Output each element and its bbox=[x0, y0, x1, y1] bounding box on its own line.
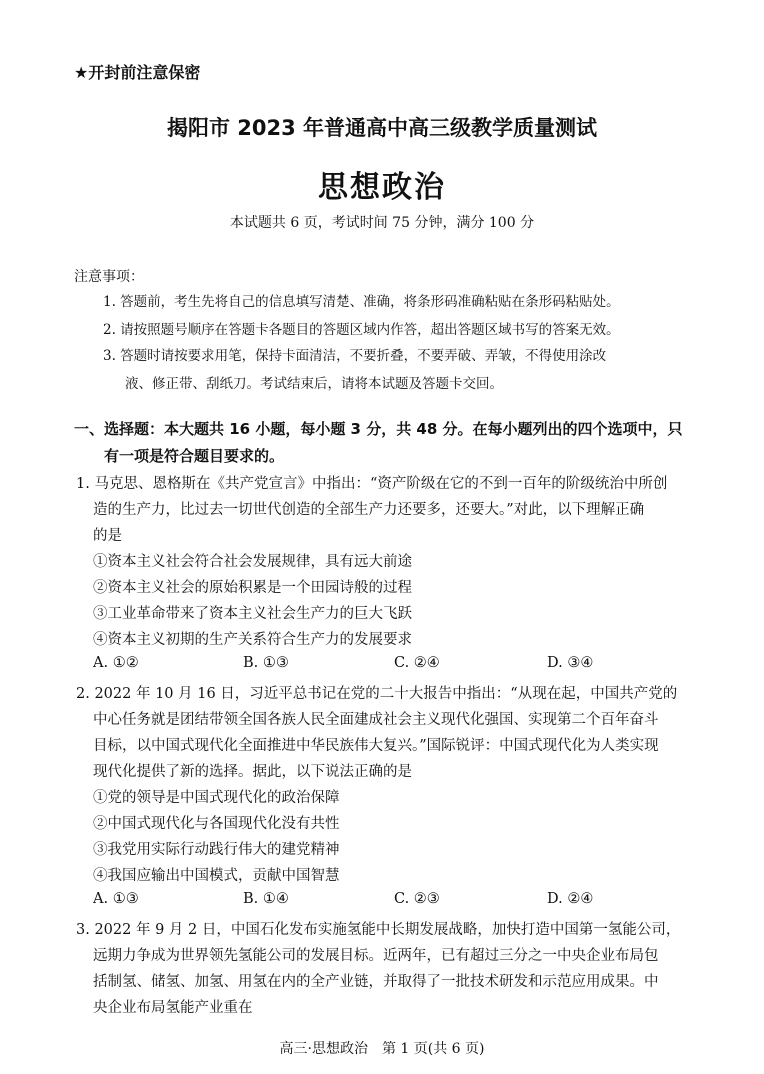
notice-heading: 注意事项： bbox=[74, 269, 144, 285]
question-3-text: 央企业布局氢能产业重在 bbox=[93, 1000, 253, 1016]
notice-item bbox=[103, 342, 697, 398]
question-2-text: 现代化提供了新的选择。据此，以下说法正确的是 bbox=[93, 764, 412, 780]
exam-title: 揭阳市 2023 年普通高中高三级教学质量测试 bbox=[166, 116, 598, 140]
page-footer: 高三·思想政治 第 1 页(共 6 页) bbox=[279, 1041, 485, 1057]
notice-item-text: 2. 请按照题号顺序在答题卡各题目的答题区域内作答，超出答题区域书写的答案无效。 bbox=[103, 322, 620, 338]
option-a: A. ①③ bbox=[93, 891, 139, 907]
question-2-text: 中心任务就是团结带领全国各族人民全面建成社会主义现代化强国、实现第二个百年奋斗 bbox=[93, 712, 659, 728]
section-heading bbox=[74, 416, 694, 470]
option-a: A. ①② bbox=[93, 655, 139, 671]
subject-title: 思想政治 bbox=[318, 170, 446, 205]
question-1-text: 的是 bbox=[93, 528, 122, 544]
question-1-statement: ③工业革命带来了资本主义社会生产力的巨大飞跃 bbox=[93, 606, 412, 622]
question-1-statement: ①资本主义社会符合社会发展规律，具有远大前途 bbox=[93, 554, 412, 570]
notice-item-text-cont: 液、修正带、刮纸刀。考试结束后，请将本试题及答题卡交回。 bbox=[125, 376, 503, 392]
question-1-statement: ④资本主义初期的生产关系符合生产力的发展要求 bbox=[93, 632, 412, 648]
notice-item bbox=[103, 288, 697, 316]
option-d: D. ②④ bbox=[547, 891, 594, 907]
option-c: C. ②③ bbox=[394, 891, 440, 907]
question-2-statement: ②中国式现代化与各国现代化没有共性 bbox=[93, 816, 340, 832]
notice-item-text: 3. 答题时请按要求用笔，保持卡面清洁，不要折叠，不要弄破、弄皱，不得使用涂改 bbox=[103, 348, 607, 364]
section-heading-cont: 有一项是符合题目要求的。 bbox=[104, 447, 285, 465]
option-c: C. ②④ bbox=[394, 655, 440, 671]
question-1-text: 造的生产力，比过去一切世代创造的全部生产力还要多，还要大。”对此，以下理解正确 bbox=[93, 502, 645, 518]
section-heading-line: 一、选择题：本大题共 16 小题，每小题 3 分，共 48 分。在每小题列出的四个选项中，只 bbox=[74, 420, 683, 438]
option-b: B. ①③ bbox=[243, 655, 289, 671]
confidential-label: ★开封前注意保密 bbox=[74, 63, 201, 82]
question-1-text: 1. 马克思、恩格斯在《共产党宣言》中指出：“资产阶级在它的不到一百年的阶级统治中所创 bbox=[76, 476, 668, 492]
question-2-text: 目标，以中国式现代化全面推进中华民族伟大复兴。”国际锐评：中国式现代化为人类实现 bbox=[93, 738, 659, 754]
question-2-statement: ④我国应输出中国模式，贡献中国智慧 bbox=[93, 868, 340, 884]
question-3-text: 3. 2022 年 9 月 2 日，中国石化发布实施氢能中长期发展战略，加快打造中国第一氢能公司， bbox=[76, 922, 681, 938]
question-2-statement: ③我党用实际行动践行伟大的建党精神 bbox=[93, 842, 340, 858]
option-d: D. ③④ bbox=[547, 655, 594, 671]
question-3-text: 括制氢、储氢、加氢、用氢在内的全产业链，并取得了一批技术研发和示范应用成果。中 bbox=[93, 974, 659, 990]
question-3-text: 远期力争成为世界领先氢能公司的发展目标。近两年，已有超过三分之一中央企业布局包 bbox=[93, 948, 659, 964]
exam-info: 本试题共 6 页，考试时间 75 分钟，满分 100 分 bbox=[229, 215, 535, 231]
question-2-statement: ①党的领导是中国式现代化的政治保障 bbox=[93, 790, 340, 806]
notice-item-text: 1. 答题前，考生先将自己的信息填写清楚、准确，将条形码准确粘贴在条形码粘贴处。 bbox=[103, 294, 620, 310]
notice-item bbox=[103, 316, 697, 344]
option-b: B. ①④ bbox=[243, 891, 289, 907]
question-2-text: 2. 2022 年 10 月 16 日，习近平总书记在党的二十大报告中指出：“从现在起，中国共产党的 bbox=[76, 686, 678, 702]
question-1-statement: ②资本主义社会的原始积累是一个田园诗般的过程 bbox=[93, 580, 412, 596]
